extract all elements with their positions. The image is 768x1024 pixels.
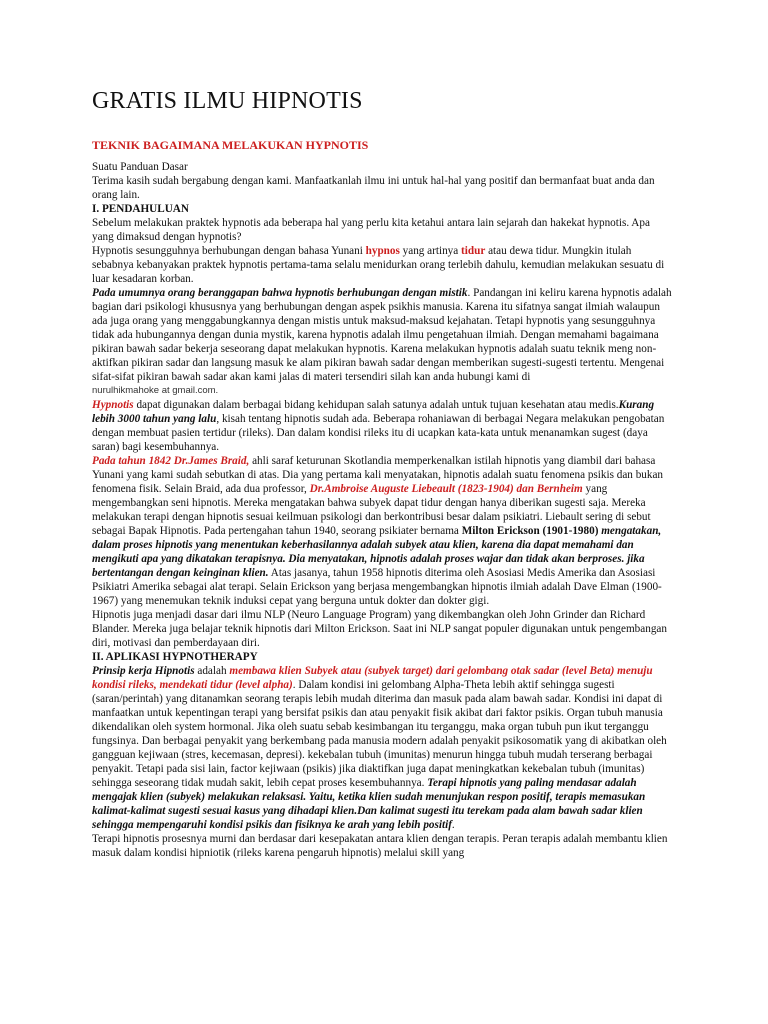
p5-braid: Pada tahun 1842 Dr.James Braid, [92,455,250,467]
document-body [92,138,672,860]
p5-emphasis: mengatakan, dalam proses hipnotis yang menentukan keberhasilannya adalah subyek atau klien, karena dia dapat memahami dan mengikuti apa yang dikatakan terapisnya. Dia menyatakan, hipnotis adalah proses wajar dan tidak akan berproses. jika bertentangan dengan keinginan klien. [92,525,662,579]
p5-text-c: Atas jasanya, tahun 1958 hipnotis diterima oleh Asosiasi Medis Amerika dan Asosiasi Psikiatri Amerika sebagai alat terapi. Selain Erickson yang berjasa mengembangkan hipnotis ilmiah adalah Dave Elman (1900-1967) yang menemukan teknik induksi cepat yang berguna untuk dokter dan dokter gigi. [92,567,662,607]
p5-liebeault: Dr.Ambroise Auguste Liebeault (1823-1904) dan Bernheim [309,483,583,495]
document-subtitle: TEKNIK BAGAIMANA MELAKUKAN HYPNOTIS [92,138,369,152]
p5-milton: Milton Erickson (1901-1980) [461,525,599,537]
paragraph-3 [92,286,672,384]
p7-red-emphasis: membawa klien Subyek atau (subyek target) dari gelombang otak sadar (level Beta) menuju kondisi rileks, mendekati tidur (level alpha) [92,665,653,691]
p4-text-a: dapat digunakan dalam berbagai bidang kehidupan salah satunya adalah untuk tujuan kesehatan atau medis. [133,399,619,411]
document-title: GRATIS ILMU HIPNOTIS [92,88,363,114]
p5-text-b: yang mengembangkan seni hipnotis. Mereka mengatakan bahwa subyek dapat tidur dengan hanya diberikan sugesti saja. Mereka melakukan terapi dengan hipnotis sesuai keilmuan psikologi dan berkontribusi besar dalam psikiatri. Liebault sering di sebut sebagai Bapak Hipnotis. Pada pertengahan tahun 1940, seorang psikiater bernama [92,483,651,537]
p2-tidur: tidur [461,245,486,257]
p2-text-b: yang artinya [399,245,462,257]
contact-email: nurulhikmahoke at gmail.com. [92,385,219,396]
intro-paragraph: Terima kasih sudah bergabung dengan kami. Manfaatkanlah ilmu ini untuk hal-hal yang positif dan bermanfaat buat anda dan orang lain. [92,175,655,201]
paragraph-6: Hipnotis juga menjadi dasar dari ilmu NLP (Neuro Language Program) yang dikembangkan oleh John Grinder dan Richard Blander. Mereka juga belajar teknik hipnotis dari Milton Erickson. Saat ini NLP sangat populer digunakan untuk pengembangan diri, motivasi dan pemberdayaan diri. [92,609,667,649]
paragraph-7 [92,664,672,832]
p7-text-b: . Dalam kondisi ini gelombang Alpha-Theta lebih aktif sehingga sugesti (saran/perintah) yang ditanamkan seorang terapis lebih mudah diterima dan masuk pada alam bawah sadar. Kondisi ini dapat di manfaatkan untuk kepentingan terapi yang bersifat psikis dan atau penyakit fisik akibat dari faktor psikis. Organ tubuh manusia dikendalikan oleh system hormonal. Jika oleh suatu sebab kesimbangan itu terganggu, maka organ tubuh pun ikut terganggu fungsinya. Dan berbagai penyakit yang berkembang pada manusia modern adalah penyakit psikosomatik yang di akibatkan oleh gangguan kejiwaan (stres, kecemasan, depresi). kekebalan tubuh (imunitas) menurun hingga tubuh mudah terserang berbagai penyakit. Tetapi pada sisi lain, factor kejiwaan (psikis) jika diaktifkan juga dapat meningkatkan kekebalan tubuh (imunitas) sehingga seseorang tidak mudah sakit, lebih cepat proses kesembuhannya. [92,679,667,789]
paragraph-5 [92,454,672,608]
section-heading-aplikasi: II. APLIKASI HYPNOTHERAPY [92,651,258,663]
p3-text: . Pandangan ini keliru karena hypnotis adalah bagian dari psikologi khususnya yang berhubungan dengan aspek psikhis manusia. Karena itu sifatnya sangat ilmiah walaupun ada juga orang yang menggabungkannya dengan mistis untuk maksud-maksud kejahatan. Tetapi hypnotis yang sesungguhnya tidak ada hubungannya dengan dunia mystik, karena hypnotis adalah ilmu pengetahuan ilmiah. Dengan memahami bagaimana pikiran bawah sadar bekerja seseorang dapat melakukan hypnotis. Karena melakukan hypnotis adalah suatu teknik meng non-aktifkan pikiran sadar dan langsung masuk ke alam pikiran bawah sadar dengan memberikan sugesti-sugesti tertentu. Mengenai sifat-sifat pikiran bawah sadar akan kami jalas di materi tersendiri silah kan anda hubungi kami di [92,287,672,383]
p4-emphasis: Kurang lebih 3000 tahun yang lalu [92,399,655,425]
p4-text-b: , kisah tentang hipnotis sudah ada. Beberapa rohaniawan di berbagai Negara melakukan pengobatan dengan membuat pasien tertidur (rileks). Dan dalam kondisi rileks itu di ucapkan kata-kata untuk menanamkan sugest (daya saran) bagi kesembuhannya. [92,413,665,453]
paragraph-4 [92,398,672,454]
p3-emphasis: Pada umumnya orang beranggapan bahwa hypnotis berhubungan dengan mistik [92,287,468,299]
p4-hypnotis: Hypnotis [92,399,134,411]
p7-text-a: adalah [194,665,230,677]
p2-hypnos: hypnos [365,245,400,257]
p7-principle: Prinsip kerja Hipnotis [92,665,195,677]
intro-line: Suatu Panduan Dasar [92,161,188,173]
p2-text-c: atau dewa tidur. Mungkin itulah sebabnya kebanyakan praktek hypnotis pertama-tama selalu menidurkan orang terlebih dahulu, kemudian melakukan sesuatu di luar kesadaran korban. [92,245,665,285]
section-heading-pendahuluan: I. PENDAHULUAN [92,203,189,215]
p7-text-c: . [451,819,455,831]
paragraph-1: Sebelum melakukan praktek hypnotis ada beberapa hal yang perlu kita ketahui antara lain sejarah dan hakekat hypnotis. Apa yang dimaksud dengan hypnotis? [92,217,650,243]
paragraph-8: Terapi hipnotis prosesnya murni dan berdasar dari kesepakatan antara klien dengan terapis. Peran terapis adalah membantu klien masuk dalam kondisi hipniotik (rileks karena pengaruh hipnotis) melalui skill yang [92,833,668,859]
paragraph-2 [92,244,672,286]
p2-text-a: Hypnotis sesungguhnya berhubungan dengan bahasa Yunani [92,245,366,257]
p5-text-a: ahli saraf keturunan Skotlandia memperkenalkan istilah hipnotis yang diambil dari bahasa Yunani yang kami sudah sebutkan di atas. Dia yang pertama kali menyatakan, hipnotis adalah suatu fenomena psikis dan bukan fenomena fisik. Selain Braid, ada dua professor, [92,455,664,495]
p7-emphasis: Terapi hipnotis yang paling mendasar adalah mengajak klien (subyek) melakukan relaksasi. Yaitu, ketika klien sudah menunjukan respon positif, terapis memasukan kalimat-kalimat sugesti sesuai kasus yang dihadapi klien.Dan kalimat sugesti itu terekam pada alam bawah sadar klien sehingga mempengaruhi kondisi psikis dan fisiknya ke arah yang lebih positif [92,777,646,831]
